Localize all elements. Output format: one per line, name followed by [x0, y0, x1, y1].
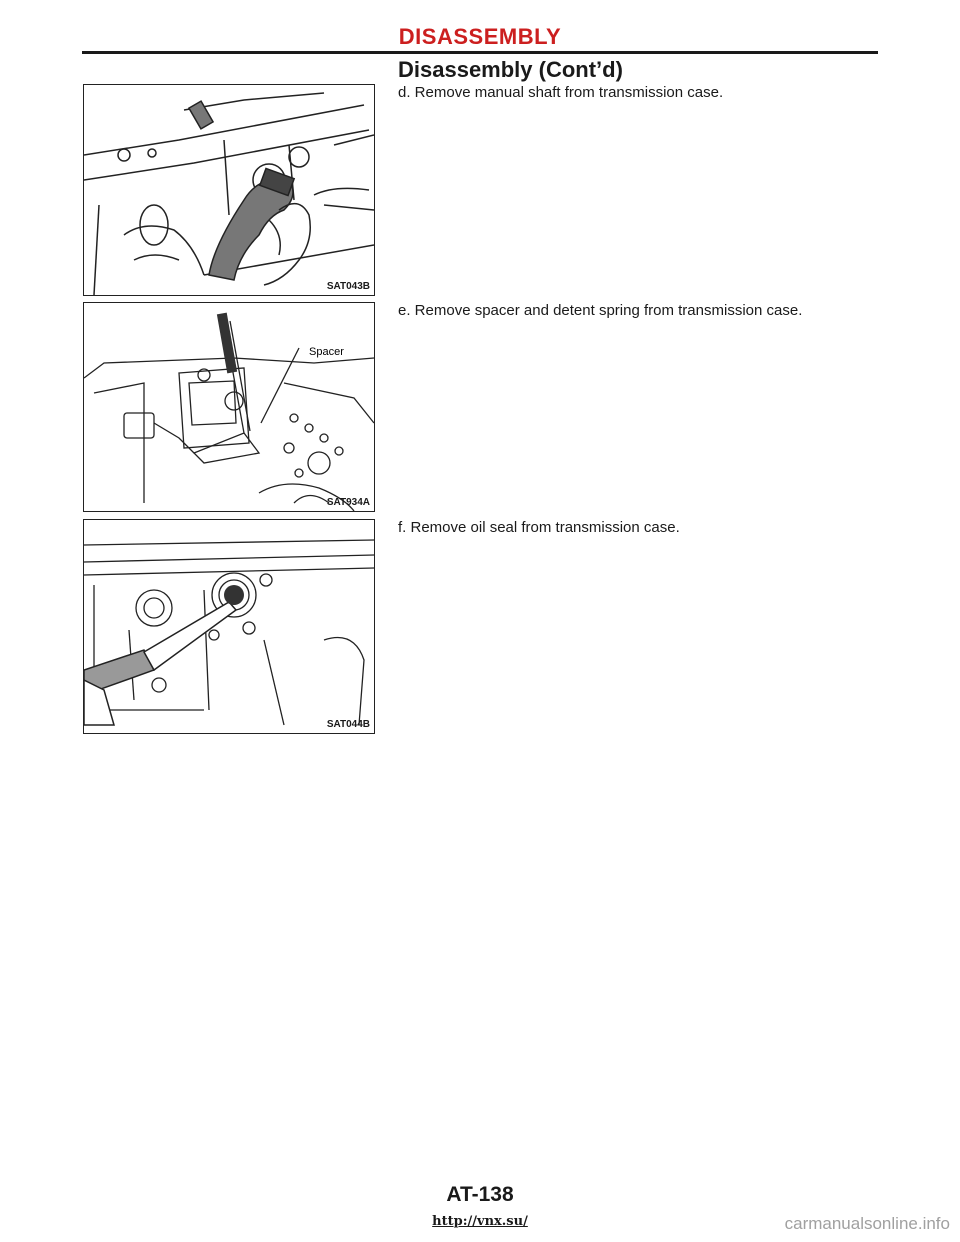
figure-code: SAT043B — [326, 281, 370, 292]
figure-code: SAT044B — [326, 719, 370, 730]
spacer-callout: Spacer — [309, 346, 344, 358]
page-number: AT-138 — [446, 1183, 514, 1206]
subsection-title: Disassembly (Cont’d) — [398, 57, 623, 82]
header-rule — [82, 51, 878, 54]
step-d-text: d. Remove manual shaft from transmission case. — [398, 84, 724, 101]
figure-remove-spacer-detent-spring — [83, 302, 375, 512]
illustration-spacer-detent — [84, 303, 374, 511]
watermark: carmanualsonline.info — [784, 1214, 950, 1233]
step-f-text: f. Remove oil seal from transmission case. — [398, 519, 680, 536]
step-e-text: e. Remove spacer and detent spring from transmission case. — [398, 302, 803, 319]
section-title: DISASSEMBLY — [398, 24, 562, 49]
figure-remove-manual-shaft — [83, 84, 375, 296]
illustration-oil-seal — [84, 520, 374, 733]
illustration-manual-shaft — [84, 85, 374, 295]
figure-remove-oil-seal — [83, 519, 375, 734]
figure-code: SAT934A — [326, 497, 370, 508]
source-link[interactable]: http://vnx.su/ — [432, 1214, 528, 1229]
